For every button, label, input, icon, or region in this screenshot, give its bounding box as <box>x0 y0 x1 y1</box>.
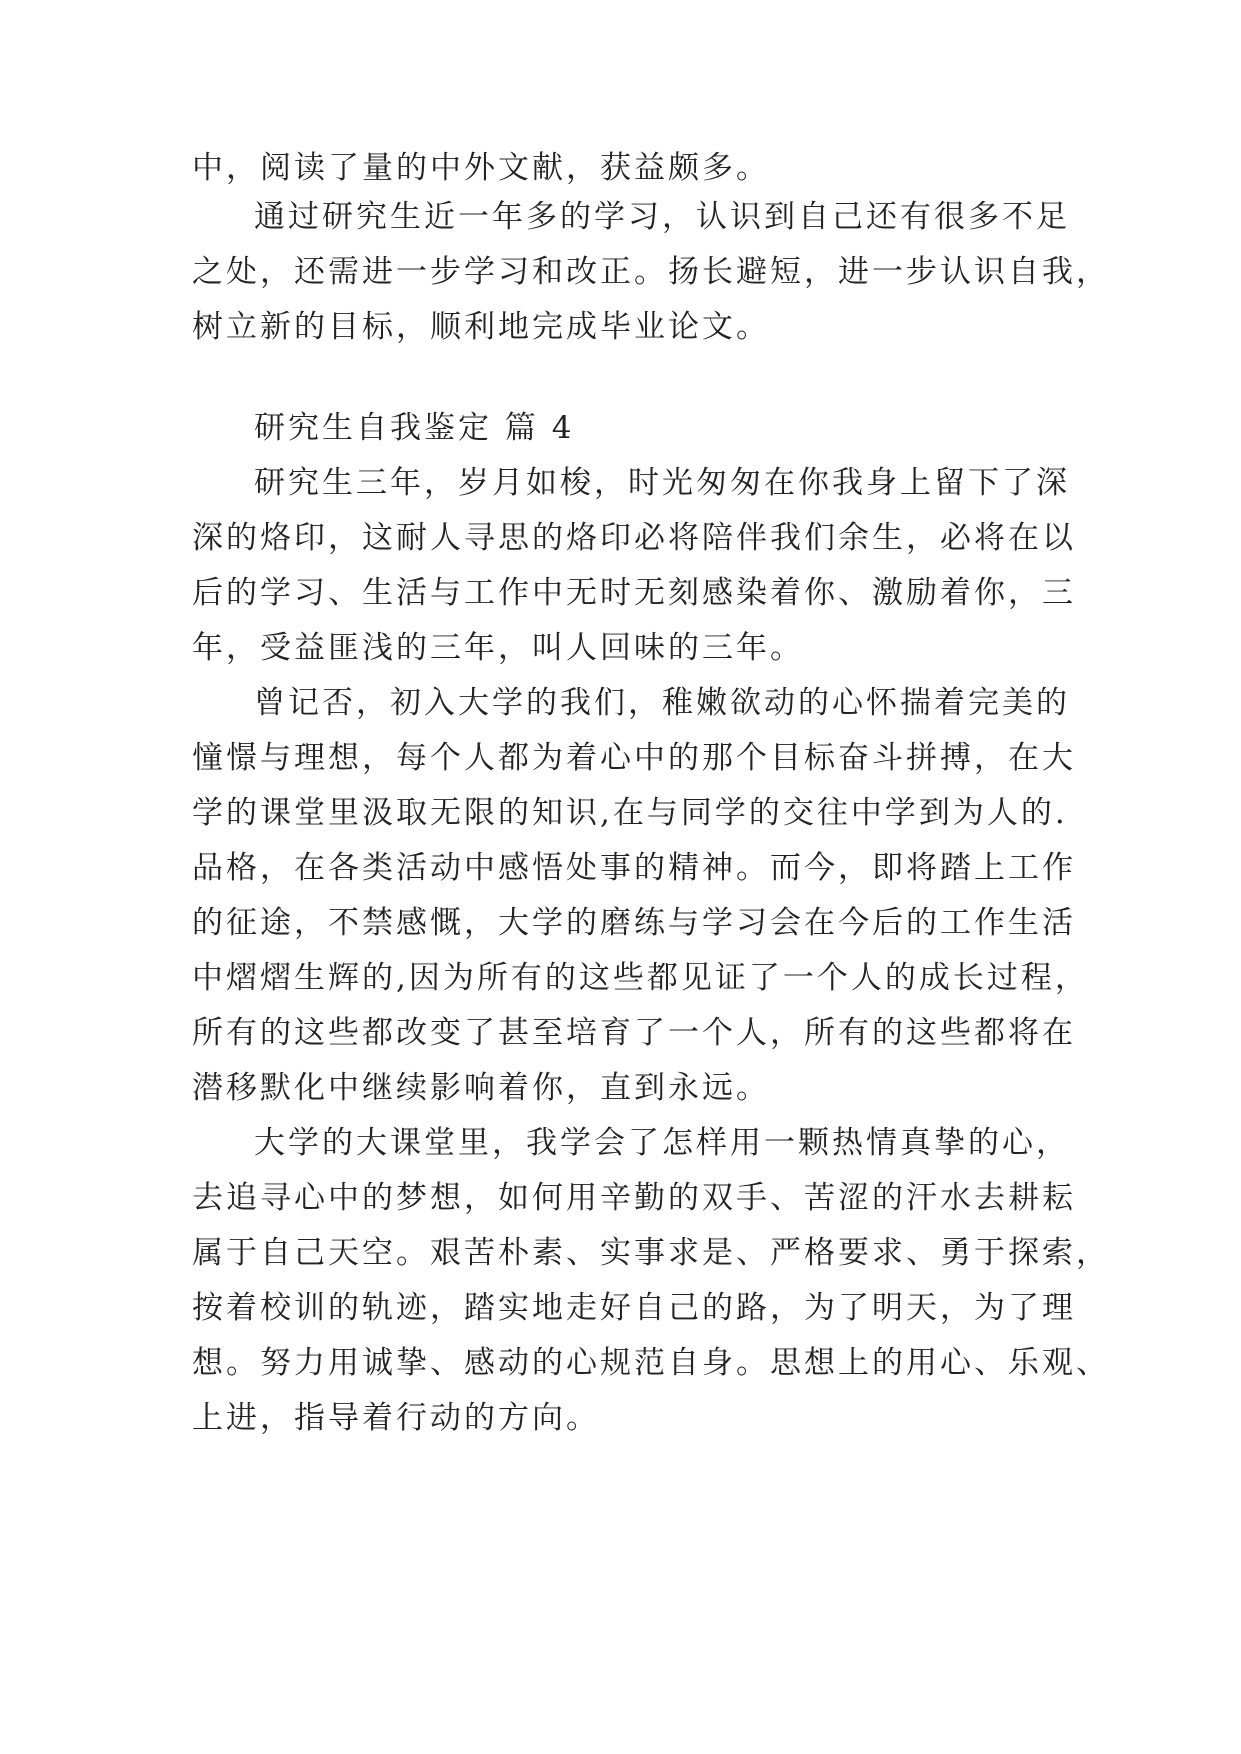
body-line: 树立新的目标，顺利地完成毕业论文。 <box>192 309 770 345</box>
body-line: 属于自己天空。艰苦朴素、实事求是、严格要求、勇于探索， <box>192 1235 1110 1271</box>
body-line: 的征途，不禁感慨，大学的磨练与学习会在今后的工作生活 <box>192 905 1076 941</box>
body-line: 深的烙印，这耐人寻思的烙印必将陪伴我们余生，必将在以 <box>192 520 1076 556</box>
paragraph-first-line: 通过研究生近一年多的学习，认识到自己还有很多不足 <box>254 199 1070 235</box>
body-line: 之处，还需进一步学习和改正。扬长避短，进一步认识自我， <box>192 254 1110 290</box>
body-line: 憧憬与理想，每个人都为着心中的那个目标奋斗拼搏，在大 <box>192 740 1076 776</box>
body-line: 中，阅读了量的中外文献，获益颇多。 <box>192 150 770 186</box>
body-line: 潜移默化中继续影响着你，直到永远。 <box>192 1070 770 1106</box>
paragraph-first-line: 大学的大课堂里，我学会了怎样用一颗热情真挚的心， <box>254 1125 1070 1161</box>
paragraph-first-line: 曾记否，初入大学的我们，稚嫩欲动的心怀揣着完美的 <box>254 685 1070 721</box>
body-line: 中熠熠生辉的,因为所有的这些都见证了一个人的成长过程， <box>192 960 1089 996</box>
body-line: 按着校训的轨迹，踏实地走好自己的路，为了明天，为了理 <box>192 1290 1076 1326</box>
body-line: 所有的这些都改变了甚至培育了一个人，所有的这些都将在 <box>192 1015 1076 1051</box>
body-line: 品格，在各类活动中感悟处事的精神。而今，即将踏上工作 <box>192 850 1076 886</box>
body-line: 想。努力用诚挚、感动的心规范自身。思想上的用心、乐观、 <box>192 1345 1110 1381</box>
body-line: 年，受益匪浅的三年，叫人回味的三年。 <box>192 630 804 666</box>
body-line: 去追寻心中的梦想，如何用辛勤的双手、苦涩的汗水去耕耘 <box>192 1180 1076 1216</box>
body-line: 上进，指导着行动的方向。 <box>192 1400 600 1436</box>
body-line: 后的学习、生活与工作中无时无刻感染着你、激励着你，三 <box>192 575 1076 611</box>
section-heading: 研究生自我鉴定 篇 4 <box>254 410 575 446</box>
paragraph-first-line: 研究生三年，岁月如梭，时光匆匆在你我身上留下了深 <box>254 465 1070 501</box>
body-line: 学的课堂里汲取无限的知识,在与同学的交往中学到为人的. <box>192 795 1068 831</box>
